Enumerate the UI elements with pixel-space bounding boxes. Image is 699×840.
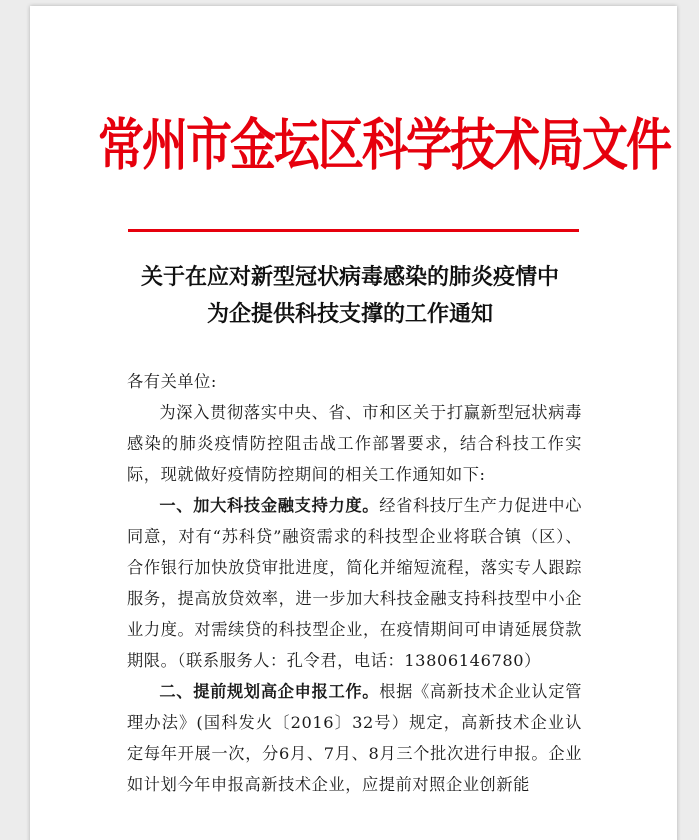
intro-paragraph: 为深入贯彻落实中央、省、市和区关于打赢新型冠状病毒感染的肺炎疫情防控阻击战工作部署要求，结合科技工作实际，现就做好疫情防控期间的相关工作通知如下: xyxy=(127,403,582,484)
notice-body xyxy=(127,366,582,800)
notice-title-line1: 关于在应对新型冠状病毒感染的肺炎疫情中 xyxy=(140,264,559,290)
section-2-paragraph xyxy=(127,676,582,800)
red-header-rule xyxy=(128,229,579,232)
section-1-paragraph xyxy=(127,490,582,676)
section-1-body: 经省科技厅生产力促进中心同意，对有“苏科贷”融资需求的科技型企业将联合镇（区）、合作银行加快放贷审批进度，简化并缩短流程，落实专人跟踪服务，提高放贷效率，进一步加大科技金融支持科技型中小企业力度。对需续贷的科技型企业，在疫情期间可申请延展贷款期限。（联系服务人：孔令君，电话：13806146780） xyxy=(127,496,582,670)
section-2-heading: 二、提前规划高企申报工作。 xyxy=(159,682,380,701)
notice-title-line2: 为企提供科技支撑的工作通知 xyxy=(206,301,493,327)
notice-title xyxy=(100,259,600,333)
section-2-body: 根据《高新技术企业认定管理办法》(国科发火〔2016〕32号）规定，高新技术企业认定每年开展一次，分6月、7月、8月三个批次进行申报。企业如计划今年申报高新技术企业，应提前对照企业创新能 xyxy=(127,682,582,794)
section-1-heading: 一、加大科技金融支持力度。 xyxy=(159,496,380,515)
document-header-title: 常州市金坛区科学技术局文件 xyxy=(98,111,670,178)
salutation: 各有关单位: xyxy=(127,372,217,391)
